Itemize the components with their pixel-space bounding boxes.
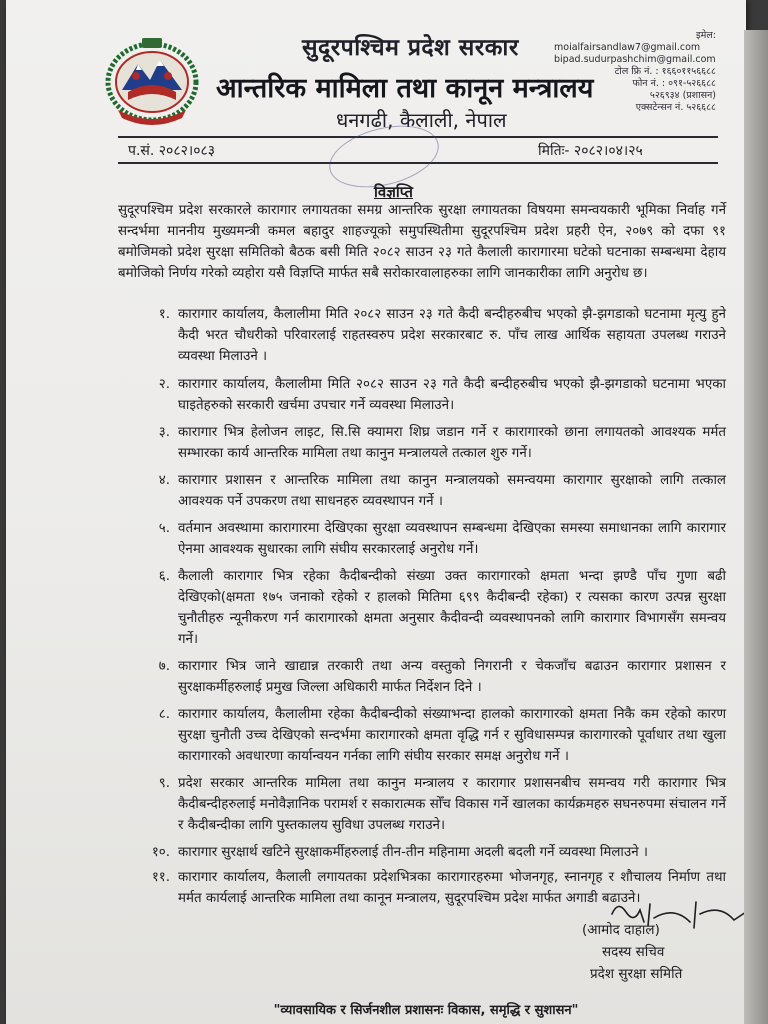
toll-free-number: टोल फ्रि नं. : १६६०११५६६८८ [614, 66, 716, 77]
paper-edge [744, 30, 768, 1024]
notice-paper [6, 0, 746, 1024]
item-text: कारागार कार्यालय, कैलालीमा रहेका कैदीबन्दीको संख्याभन्दा हालको कारागारको क्षमता निकै कम रहेको कारण सुरक्षा चुनौती उच्च देखिएको सन्दर्भमा कारागारको क्षमता वृद्धि गर्न र सुविधासम्पन्न कारागारको पूर्वाधार तथा खुला कारागारको अवधारणा कार्यान्वयन गर्नका लागि संघीय सरकार समक्ष अनुरोध गर्ने । [178, 707, 726, 764]
ministry-name: आन्तरिक मामिला तथा कानून मन्त्रालय [216, 73, 594, 104]
list-item [118, 374, 726, 416]
contact-block [554, 30, 734, 114]
government-name: सुदूरपश्चिम प्रदेश सरकार [302, 35, 519, 61]
email-primary: moialfairsandlaw7@gmail.com [554, 42, 701, 53]
item-number: ७. [158, 659, 170, 674]
item-text: कारागार भित्र हेलोजन लाइट, सि.सि क्यामरा शिघ्र जडान गर्ने र कारागारको छाना लगायतको आवश्यक मर्मत सम्भारका कार्य आन्तरिक मामिला तथा कानुन मन्त्रालयले तत्काल शुरु गर्ने। [178, 425, 726, 461]
list-item [118, 842, 726, 863]
item-number: ३. [158, 425, 170, 440]
reference-number: प.सं. २०८२।०८३ [128, 143, 216, 159]
signatory-committee: प्रदेश सुरक्षा समिति [590, 966, 683, 982]
item-number: ९. [158, 776, 170, 791]
office-address: धनगढी, कैलाली, नेपाल [336, 108, 507, 132]
item-number: ५. [158, 521, 170, 536]
nepal-emblem-icon [98, 30, 206, 128]
item-text: वर्तमान अवस्थामा कारागारमा देखिएका सुरक्षा व्यवस्थापन सम्बन्धमा देखिएका समस्या समाधानका लागि कारागार ऐनमा आवश्यक सुधारका लागि संघीय सरकारलाई अनुरोध गर्ने। [178, 521, 726, 557]
signatory-name: (आमोद दाहाल) [582, 922, 660, 938]
item-number: ४. [158, 473, 170, 488]
item-text: कारागार कार्यालय, कैलाली लगायतका प्रदेशभित्रका कारागारहरुमा भोजनगृह, स्नानगृह र शौचालय निर्माण तथा मर्मत कार्यलाई आन्तरिक मामिला तथा कानून मन्त्रालय, सुदूरपश्चिम प्रदेश मार्फत अगाडी बढाउने। [178, 870, 726, 906]
item-number: ६. [158, 569, 170, 584]
intro-paragraph: सुदूरपश्चिम प्रदेश सरकारले कारागार लगायतका समग्र आन्तरिक सुरक्षा लगायतका विषयमा समन्वयकारी भूमिका निर्वाह गर्ने सन्दर्भमा माननीय मुख्यमन्त्री कमल बहादुर शाहज्यूको समुपस्थितीमा सुदूरपश्चिम प्रदेश प्रहरी ऐन, २०७९ को दफा ९१ बमोजिमको प्रदेश सुरक्षा समितिको बैठक बसी मिति २०८२ साउन २३ गते कैलाली कारागारमा घटेको घटनाका सम्बन्धमा देहाय बमोजिको निर्णय गरेको व्यहोरा यसै विज्ञप्ति मार्फत सबै सरोकारवालाहरुका लागि जानकारीका लागि अनुरोध छ। [118, 203, 726, 281]
item-text: कारागार सुरक्षार्थ खटिने सुरक्षाकर्मीहरुलाई तीन-तीन महिनामा अदली बदली गर्ने व्यवस्था मिलाउने । [178, 845, 649, 860]
issue-date: मितिः- २०८२।०४।२५ [538, 143, 643, 159]
item-text: प्रदेश सरकार आन्तरिक मामिला तथा कानुन मन्त्रालय र कारागार प्रशासनबीच समन्वय गरी कारागार भित्र कैदीबन्दीहरुलाई मनोवैज्ञानिक परामर्श र सकारात्मक सोँच विकास गर्ने खालका कार्यक्रमहरु सघनरुपमा संचालन गर्ने र कैदीबन्दीका लागि पुस्तकालय सुविधा उपलब्ध गराउने। [178, 776, 726, 833]
phone-number: फोन नं. : ०९१-५२६६८८ [632, 78, 716, 89]
list-item [118, 566, 726, 650]
email-label: इमेल: [696, 30, 716, 41]
item-text: कारागार कार्यालय, कैलालीमा मिति २०८२ साउन २३ गते कैदी बन्दीहरुबीच भएको झै-झगडाको घटनामा मृत्यु हुने कैदी भरत चौधरीको परिवारलाई राहतस्वरुप प्रदेश सरकारबाट रु. पाँच लाख आर्थिक सहायता उपलब्ध गराउने व्यवस्था मिलाउने । [178, 307, 726, 364]
decision-list [118, 304, 726, 909]
email-secondary: bipad.sudurpashchim@gmail.com [554, 54, 716, 65]
footer-slogan: "व्यावसायिक र सिर्जनशील प्रशासनः विकास, समृद्धि र सुशासन" [273, 1003, 579, 1018]
list-item [118, 656, 726, 698]
list-item [118, 773, 726, 836]
notice-title: विज्ञप्ति [374, 183, 413, 201]
item-text: कारागार कार्यालय, कैलालीमा मिति २०८२ साउन २३ गते कैदी बन्दीहरुबीच भएको झै-झगडाको घटनामा भएका घाइतेहरुको सरकारी खर्चमा उपचार गर्ने व्यवस्था मिलाउने। [178, 377, 726, 413]
item-number: २. [158, 377, 170, 392]
item-number: १०. [151, 845, 170, 860]
item-text: कैलाली कारागार भित्र रहेका कैदीबन्दीको संख्या उक्त कारागारको क्षमता भन्दा झण्डै पाँच गुणा बढी देखिएको(क्षमता १७५ जनाको रहेको र हालको मितिमा ६९९ कैदीबन्दी रहेका) र त्यसका कारण उत्पन्न सुरक्षा चुनौतीहरु न्यूनीकरण गर्न कारागारको क्षमता अनुसार कैदीवन्दी व्यवस्थापनको लागि कारागार विभागसँग समन्वय गर्ने। [178, 569, 726, 647]
item-text: कारागार प्रशासन र आन्तरिक मामिला तथा कानुन मन्त्रालयको समन्वयमा कारागार सुरक्षाको लागि तत्काल आवश्यक पर्ने उपकरण तथा साधनहरु व्यवस्थापन गर्ने । [178, 473, 726, 509]
phone-number-admin: ५२६९३४ (प्रशासन) [649, 90, 716, 101]
item-number: १. [158, 307, 170, 322]
signatory-role: सदस्य सचिव [602, 944, 665, 960]
list-item [118, 422, 726, 464]
list-item [118, 304, 726, 367]
item-text: कारागार भित्र जाने खाद्यान्न तरकारी तथा अन्य वस्तुको निगरानी र चेकजाँच बढाउन कारागार प्रशासन र सुरक्षाकर्मीहरुलाई प्रमुख जिल्ला अधिकारी मार्फत निर्देशन दिने । [178, 659, 726, 695]
list-item [118, 470, 726, 512]
extension-number: एक्सटेन्सन नं. ५२६६८८ [635, 102, 716, 113]
list-item [118, 704, 726, 767]
item-number: ८. [158, 707, 170, 722]
item-number: ११. [151, 870, 170, 885]
list-item [118, 518, 726, 560]
